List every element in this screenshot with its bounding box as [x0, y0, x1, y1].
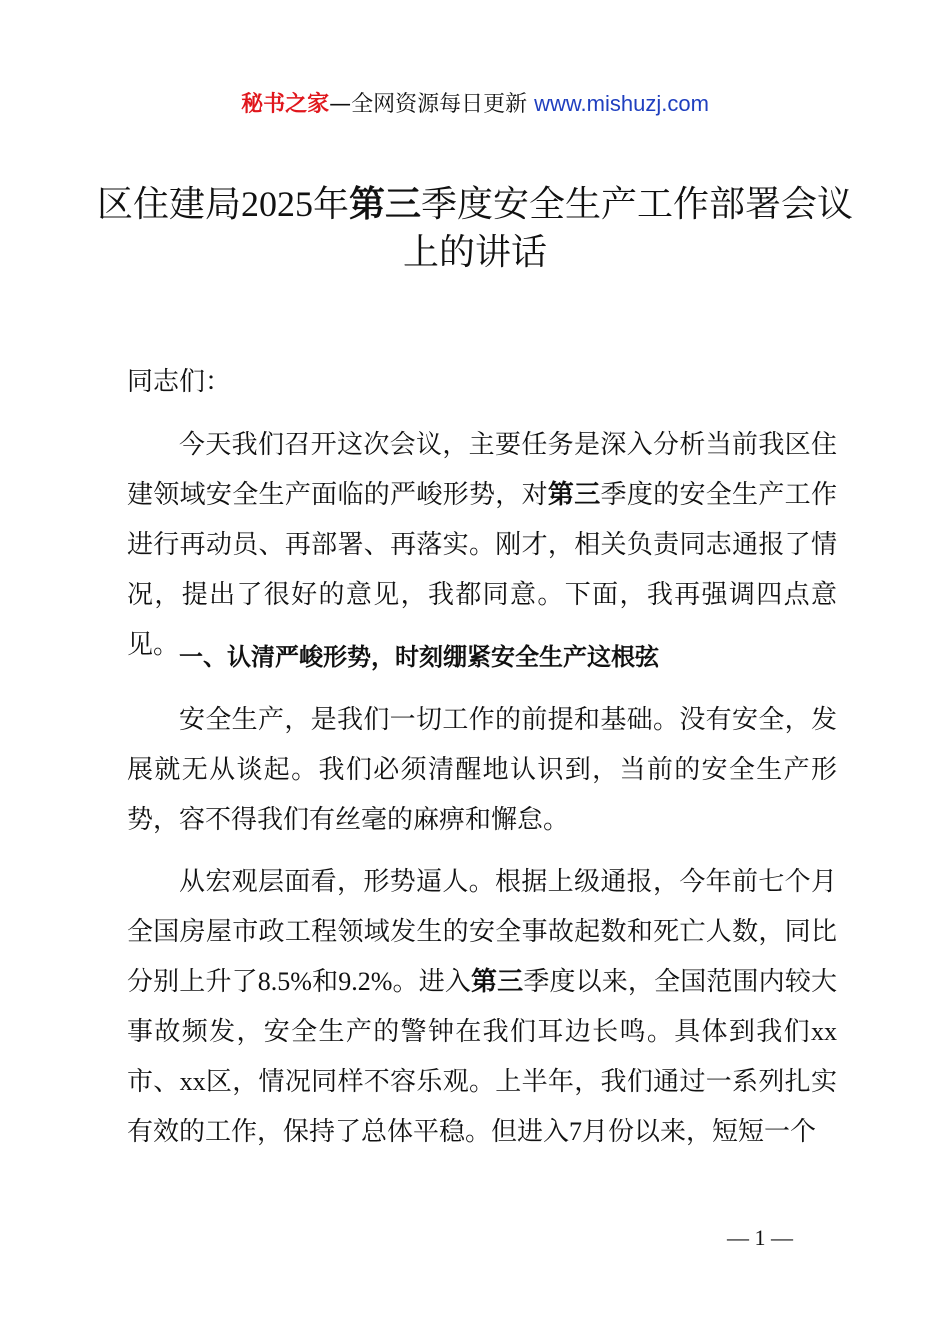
paragraph-text: 从宏观层面看，形势逼人。根据上级通报，今年前七个月全国房屋市政工程领域发生的安全事故起数和死亡人数，同比分别上升了 [127, 867, 837, 997]
paragraph-macro [127, 857, 837, 1157]
paragraph-text: 区，情况同样不容乐观。上半年，我们通过一系列扎实有效的工作，保持了总体平稳。但进入 [127, 1067, 837, 1147]
title-bold-text: 第三 [349, 184, 422, 225]
paragraph-text: 月份以来，短短一个 [582, 1117, 817, 1147]
statistic-value: 8.5% [257, 967, 312, 996]
document-title [80, 180, 870, 277]
title-year: 2025 [240, 184, 313, 224]
page-header [0, 88, 950, 121]
paragraph-text: 和 [311, 967, 339, 997]
title-text: 年 [312, 184, 349, 225]
page-number: — 1 — [727, 1225, 793, 1250]
brand-name: 秘书之家 [241, 92, 330, 117]
paragraph-bold-text: 第三 [471, 967, 524, 997]
header-tagline: —全网资源每日更新 [329, 92, 528, 117]
site-link[interactable]: www.mishuzj.com [534, 91, 709, 116]
paragraph-bold-text: 第三 [547, 480, 601, 510]
paragraph-text: 今天我们召开这次会议，主要任务是深入分析当前我区住建领域安全生产面临的严峻形势，对 [127, 430, 837, 510]
title-text: 季度安全生产工作部署会议上的讲话 [402, 184, 854, 273]
paragraph-text: 市、 [127, 1067, 180, 1097]
section-heading-1: 一、认清严峻形势，时刻绷紧安全生产这根弦 [179, 643, 659, 671]
placeholder-text: xx [179, 1067, 206, 1096]
paragraph-text: 季度以来，全国范围内较大事故频发，安全生产的警钟在我们耳边长鸣。具体到我们 [127, 967, 837, 1047]
title-text: 区住建局 [96, 184, 241, 225]
month-number: 7 [569, 1117, 583, 1146]
paragraph-text: 季度的安全生产工作进行再动员、再部署、再落实。刚才，相关负责同志通报了情况，提出了很好的意见，我都同意。下面，我再强调四点意见。 [127, 480, 837, 660]
paragraph-text: 。进入 [392, 967, 472, 997]
paragraph-safety: 安全生产，是我们一切工作的前提和基础。没有安全，发展就无从谈起。我们必须清醒地认识到，当前的安全生产形势，容不得我们有丝毫的麻痹和懈怠。 [127, 705, 837, 835]
statistic-value: 9.2% [338, 967, 393, 996]
placeholder-text: xx [811, 1017, 837, 1046]
greeting: 同志们： [127, 367, 232, 397]
